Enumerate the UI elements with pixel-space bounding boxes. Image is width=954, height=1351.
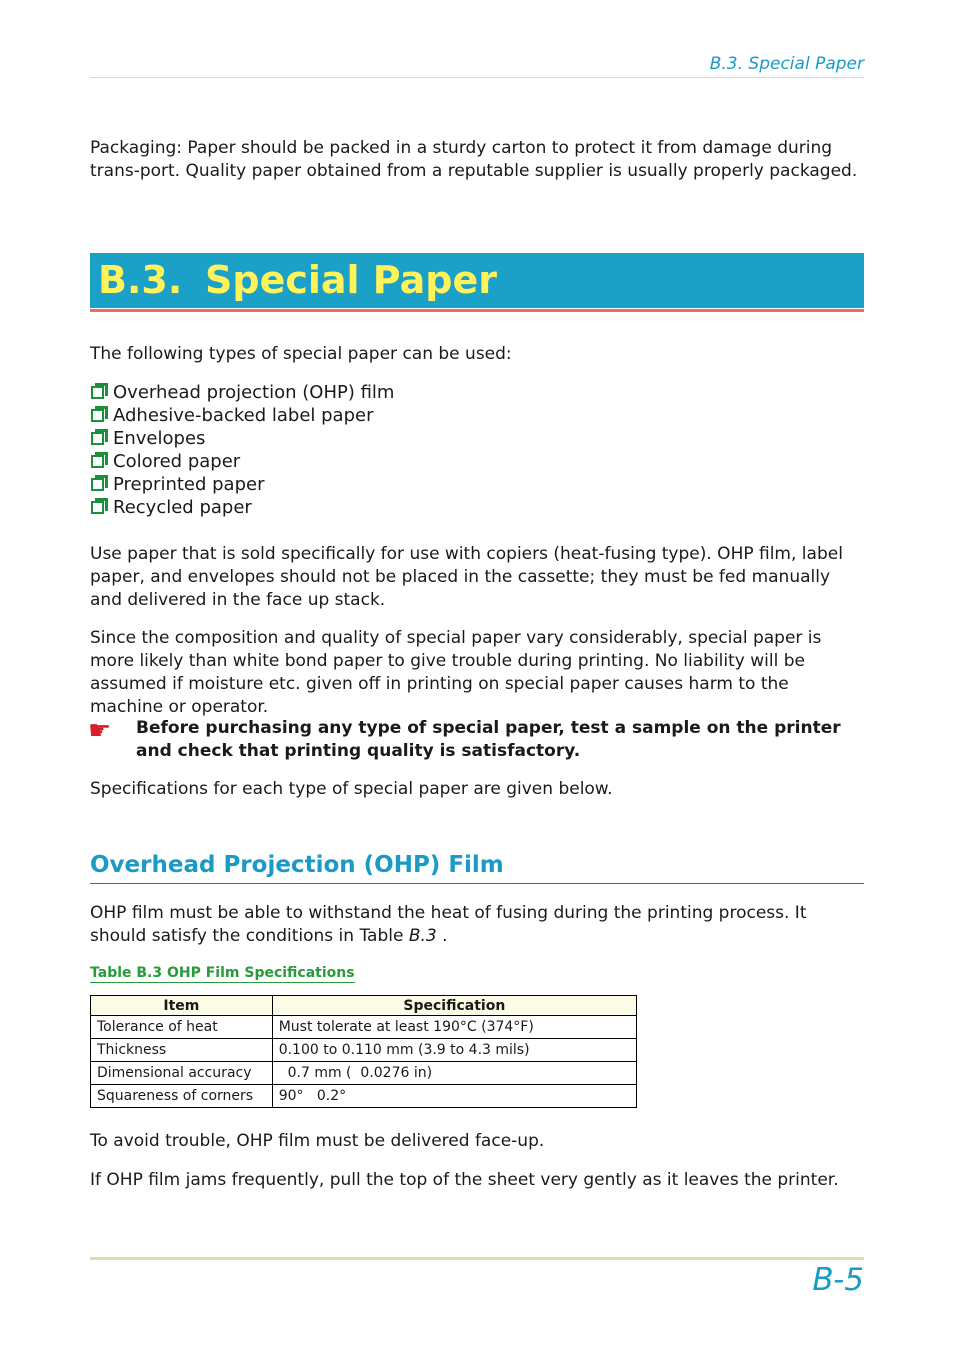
table-reference-link[interactable]: B.3 [408, 926, 437, 946]
section-banner [90, 253, 864, 308]
table-row [91, 1039, 637, 1062]
ohp-paragraph: OHP film must be able to withstand the heat of fusing during the printing process. It should satisfy the conditions in Table B.3 . [90, 903, 807, 946]
table-cell: 0.100 to 0.110 mm (3.9 to 4.3 mils) [272, 1039, 636, 1062]
table-cell: Must tolerate at least 190°C (374°F) [272, 1016, 636, 1039]
table-cell: Dimensional accuracy [91, 1062, 273, 1085]
column-header-specification: Specification [272, 996, 636, 1016]
packaging-text: Paper should be packed in a sturdy carton to protect it from damage during trans-port. Quality paper obtained from a reputable supplier is usually properly packaged. [90, 138, 858, 181]
section-title: Special Paper [205, 258, 497, 302]
checkbox-bullet-icon [91, 455, 104, 468]
paper-type-list [90, 381, 394, 519]
checkbox-bullet-icon [91, 386, 104, 399]
checkbox-bullet-icon [91, 478, 104, 491]
header-rule [90, 77, 864, 78]
list-item: Envelopes [90, 427, 394, 450]
packaging-paragraph [90, 137, 866, 183]
footer-rule [90, 1257, 864, 1260]
table-row [91, 1085, 637, 1108]
running-header: B.3. Special Paper [709, 54, 864, 74]
checkbox-bullet-icon [91, 409, 104, 422]
ohp-spec-table [90, 995, 637, 1108]
column-header-item: Item [91, 996, 273, 1016]
list-item: Recycled paper [90, 496, 394, 519]
jams-paragraph: If OHP film jams frequently, pull the top of the sheet very gently as it leaves the printer. [90, 1170, 839, 1190]
composition-paragraph: Since the composition and quality of special paper vary considerably, special paper is more likely than white bond paper to give trouble during printing. No liability will be assumed if moisture etc. given off in printing on special paper causes harm to the machine or operator. [90, 628, 822, 717]
subsection-rule [90, 883, 864, 884]
pointing-hand-icon: ☛ [88, 716, 112, 746]
table-cell: 0.7 mm ( 0.0276 in) [272, 1062, 636, 1085]
specs-paragraph: Specifications for each type of special paper are given below. [90, 779, 613, 799]
table-row [91, 1062, 637, 1085]
faceup-paragraph: To avoid trouble, OHP film must be delivered face-up. [90, 1131, 545, 1151]
list-item: Colored paper [90, 450, 394, 473]
list-item: Overhead projection (OHP) film [90, 381, 394, 404]
checkbox-bullet-icon [91, 501, 104, 514]
packaging-label: Packaging: [90, 138, 183, 158]
intro-text: The following types of special paper can be used: [90, 344, 512, 364]
list-item: Preprinted paper [90, 473, 394, 496]
section-banner-rule [90, 309, 864, 312]
page-number: B-5 [812, 1262, 864, 1298]
checkbox-bullet-icon [91, 432, 104, 445]
section-number: B.3. [98, 258, 183, 302]
table-caption: Table B.3 OHP Film Specifications [90, 965, 355, 981]
caution-note: Before purchasing any type of special paper, test a sample on the printer and check that printing quality is satisfactory. [136, 718, 841, 761]
table-row [91, 1016, 637, 1039]
table-cell: 90° 0.2° [272, 1085, 636, 1108]
table-cell: Tolerance of heat [91, 1016, 273, 1039]
list-item: Adhesive-backed label paper [90, 404, 394, 427]
subsection-title: Overhead Projection (OHP) Film [90, 852, 504, 878]
table-cell: Squareness of corners [91, 1085, 273, 1108]
table-header-row [91, 996, 637, 1016]
use-paragraph: Use paper that is sold specifically for use with copiers (heat-fusing type). OHP film, label paper, and envelopes should not be placed in the cassette; they must be fed manually and delivered in the face up stack. [90, 544, 843, 610]
table-cell: Thickness [91, 1039, 273, 1062]
